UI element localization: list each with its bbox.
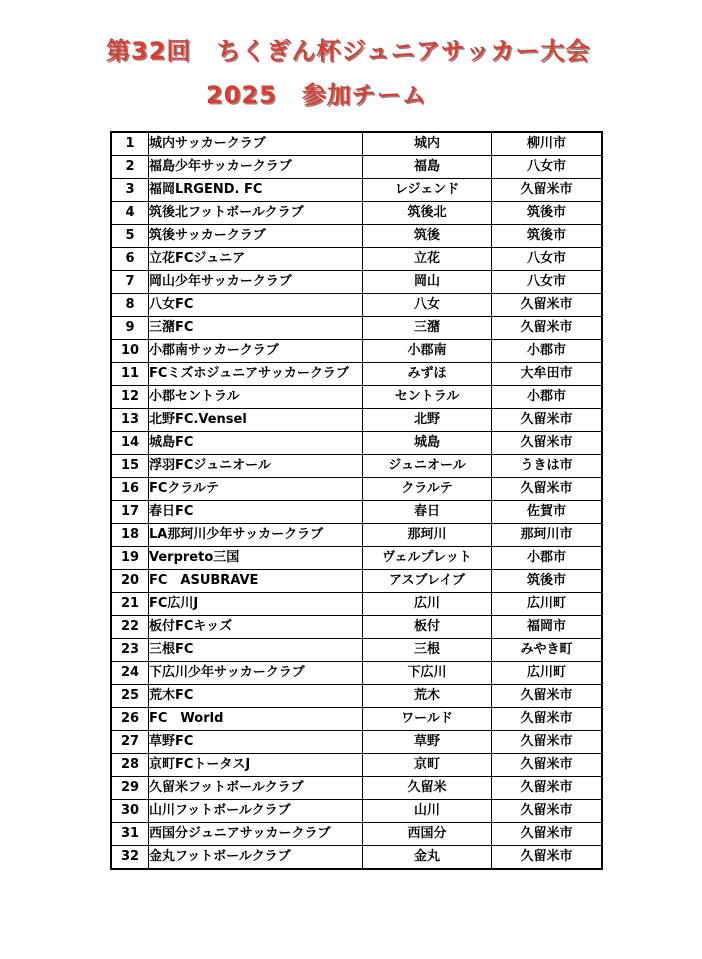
- team-city: 久留米市: [492, 409, 603, 432]
- table-row: [111, 294, 602, 317]
- team-number: 20: [111, 570, 149, 593]
- team-number: 25: [111, 685, 149, 708]
- team-city: 久留米市: [492, 317, 603, 340]
- team-number: 28: [111, 754, 149, 777]
- team-short-name: 三潴: [363, 317, 492, 340]
- team-name: 八女FC: [149, 294, 363, 317]
- team-short-name: セントラル: [363, 386, 492, 409]
- team-city: 久留米市: [492, 432, 603, 455]
- team-number: 29: [111, 777, 149, 800]
- team-number: 10: [111, 340, 149, 363]
- team-name: 三根FC: [149, 639, 363, 662]
- team-short-name: 春日: [363, 501, 492, 524]
- team-city: 小郡市: [492, 340, 603, 363]
- team-city: 久留米市: [492, 823, 603, 846]
- team-name: 山川フットボールクラブ: [149, 800, 363, 823]
- team-short-name: 京町: [363, 754, 492, 777]
- team-name: FCクラルテ: [149, 478, 363, 501]
- table-row: [111, 800, 602, 823]
- team-short-name: ジュニオール: [363, 455, 492, 478]
- team-number: 3: [111, 179, 149, 202]
- table-row: [111, 156, 602, 179]
- team-city: 筑後市: [492, 570, 603, 593]
- teams-table-body: [111, 132, 602, 869]
- team-name: 福岡LRGEND. FC: [149, 179, 363, 202]
- team-city: 柳川市: [492, 132, 603, 156]
- table-row: [111, 685, 602, 708]
- team-name: FC ASUBRAVE: [149, 570, 363, 593]
- table-row: [111, 271, 602, 294]
- team-short-name: 筑後北: [363, 202, 492, 225]
- table-row: [111, 179, 602, 202]
- table-row: [111, 340, 602, 363]
- team-short-name: 小郡南: [363, 340, 492, 363]
- teams-table: [110, 131, 603, 870]
- table-row: [111, 225, 602, 248]
- table-row: [111, 409, 602, 432]
- team-name: 京町FCトータスJ: [149, 754, 363, 777]
- team-number: 6: [111, 248, 149, 271]
- team-city: うきは市: [492, 455, 603, 478]
- team-name: 小郡セントラル: [149, 386, 363, 409]
- team-short-name: アスブレイブ: [363, 570, 492, 593]
- table-row: [111, 846, 602, 870]
- team-number: 8: [111, 294, 149, 317]
- team-short-name: 荒木: [363, 685, 492, 708]
- team-short-name: 草野: [363, 731, 492, 754]
- team-number: 24: [111, 662, 149, 685]
- team-short-name: ヴェルプレット: [363, 547, 492, 570]
- team-short-name: 城島: [363, 432, 492, 455]
- team-name: 立花FCジュニア: [149, 248, 363, 271]
- team-short-name: 広川: [363, 593, 492, 616]
- team-name: 岡山少年サッカークラブ: [149, 271, 363, 294]
- team-city: 広川町: [492, 593, 603, 616]
- team-city: 大牟田市: [492, 363, 603, 386]
- team-name: 筑後北フットボールクラブ: [149, 202, 363, 225]
- page-title: 第32回 ちくぎん杯ジュニアサッカー大会: [106, 37, 591, 65]
- team-short-name: 金丸: [363, 846, 492, 870]
- table-row: [111, 570, 602, 593]
- team-number: 18: [111, 524, 149, 547]
- team-city: 久留米市: [492, 708, 603, 731]
- team-number: 1: [111, 132, 149, 156]
- team-name: 小郡南サッカークラブ: [149, 340, 363, 363]
- team-name: 北野FC.Vensel: [149, 409, 363, 432]
- team-city: 筑後市: [492, 202, 603, 225]
- table-row: [111, 363, 602, 386]
- team-name: 城島FC: [149, 432, 363, 455]
- team-short-name: 那珂川: [363, 524, 492, 547]
- table-row: [111, 202, 602, 225]
- team-name: Verpreto三国: [149, 547, 363, 570]
- team-city: 久留米市: [492, 846, 603, 870]
- team-number: 7: [111, 271, 149, 294]
- team-number: 17: [111, 501, 149, 524]
- team-city: 久留米市: [492, 685, 603, 708]
- team-name: 板付FCキッズ: [149, 616, 363, 639]
- team-number: 16: [111, 478, 149, 501]
- team-number: 30: [111, 800, 149, 823]
- team-name: 久留米フットボールクラブ: [149, 777, 363, 800]
- team-city: 久留米市: [492, 800, 603, 823]
- table-row: [111, 593, 602, 616]
- team-short-name: 北野: [363, 409, 492, 432]
- team-number: 27: [111, 731, 149, 754]
- team-name: 福島少年サッカークラブ: [149, 156, 363, 179]
- team-name: 城内サッカークラブ: [149, 132, 363, 156]
- team-number: 4: [111, 202, 149, 225]
- team-short-name: ワールド: [363, 708, 492, 731]
- team-short-name: 立花: [363, 248, 492, 271]
- team-number: 9: [111, 317, 149, 340]
- team-name: LA那珂川少年サッカークラブ: [149, 524, 363, 547]
- table-row: [111, 317, 602, 340]
- table-row: [111, 639, 602, 662]
- table-row: [111, 524, 602, 547]
- team-short-name: クラルテ: [363, 478, 492, 501]
- team-city: 筑後市: [492, 225, 603, 248]
- team-name: 浮羽FCジュニオール: [149, 455, 363, 478]
- team-short-name: 城内: [363, 132, 492, 156]
- team-city: 久留米市: [492, 179, 603, 202]
- team-name: 西国分ジュニアサッカークラブ: [149, 823, 363, 846]
- team-city: 久留米市: [492, 478, 603, 501]
- team-number: 13: [111, 409, 149, 432]
- team-name: 三潴FC: [149, 317, 363, 340]
- team-name: 荒木FC: [149, 685, 363, 708]
- team-city: 八女市: [492, 156, 603, 179]
- team-short-name: 下広川: [363, 662, 492, 685]
- table-row: [111, 547, 602, 570]
- team-short-name: 三根: [363, 639, 492, 662]
- team-number: 21: [111, 593, 149, 616]
- table-row: [111, 432, 602, 455]
- team-number: 32: [111, 846, 149, 870]
- team-short-name: 岡山: [363, 271, 492, 294]
- table-row: [111, 731, 602, 754]
- team-city: 福岡市: [492, 616, 603, 639]
- table-row: [111, 616, 602, 639]
- team-number: 14: [111, 432, 149, 455]
- team-short-name: みずほ: [363, 363, 492, 386]
- team-city: 久留米市: [492, 777, 603, 800]
- team-city: 久留米市: [492, 731, 603, 754]
- team-name: FC広川J: [149, 593, 363, 616]
- team-name: FCミズホジュニアサッカークラブ: [149, 363, 363, 386]
- table-row: [111, 386, 602, 409]
- team-city: 那珂川市: [492, 524, 603, 547]
- team-number: 12: [111, 386, 149, 409]
- team-number: 22: [111, 616, 149, 639]
- page-subtitle: 2025 参加チーム: [206, 81, 427, 109]
- team-name: 春日FC: [149, 501, 363, 524]
- team-short-name: レジェンド: [363, 179, 492, 202]
- team-number: 5: [111, 225, 149, 248]
- team-short-name: 福島: [363, 156, 492, 179]
- team-city: 佐賀市: [492, 501, 603, 524]
- team-city: 広川町: [492, 662, 603, 685]
- team-name: FC World: [149, 708, 363, 731]
- team-city: みやき町: [492, 639, 603, 662]
- table-row: [111, 478, 602, 501]
- team-short-name: 八女: [363, 294, 492, 317]
- team-name: 草野FC: [149, 731, 363, 754]
- table-row: [111, 248, 602, 271]
- team-number: 15: [111, 455, 149, 478]
- table-row: [111, 501, 602, 524]
- team-short-name: 筑後: [363, 225, 492, 248]
- team-city: 久留米市: [492, 294, 603, 317]
- table-row: [111, 823, 602, 846]
- team-number: 23: [111, 639, 149, 662]
- team-short-name: 久留米: [363, 777, 492, 800]
- table-row: [111, 132, 602, 156]
- table-row: [111, 662, 602, 685]
- table-row: [111, 754, 602, 777]
- team-number: 19: [111, 547, 149, 570]
- team-city: 八女市: [492, 248, 603, 271]
- team-name: 筑後サッカークラブ: [149, 225, 363, 248]
- table-row: [111, 708, 602, 731]
- team-city: 久留米市: [492, 754, 603, 777]
- team-number: 26: [111, 708, 149, 731]
- team-city: 小郡市: [492, 386, 603, 409]
- team-name: 金丸フットボールクラブ: [149, 846, 363, 870]
- table-row: [111, 455, 602, 478]
- team-name: 下広川少年サッカークラブ: [149, 662, 363, 685]
- team-city: 小郡市: [492, 547, 603, 570]
- team-number: 2: [111, 156, 149, 179]
- team-short-name: 西国分: [363, 823, 492, 846]
- table-row: [111, 777, 602, 800]
- team-number: 11: [111, 363, 149, 386]
- team-short-name: 山川: [363, 800, 492, 823]
- team-short-name: 板付: [363, 616, 492, 639]
- team-number: 31: [111, 823, 149, 846]
- team-city: 八女市: [492, 271, 603, 294]
